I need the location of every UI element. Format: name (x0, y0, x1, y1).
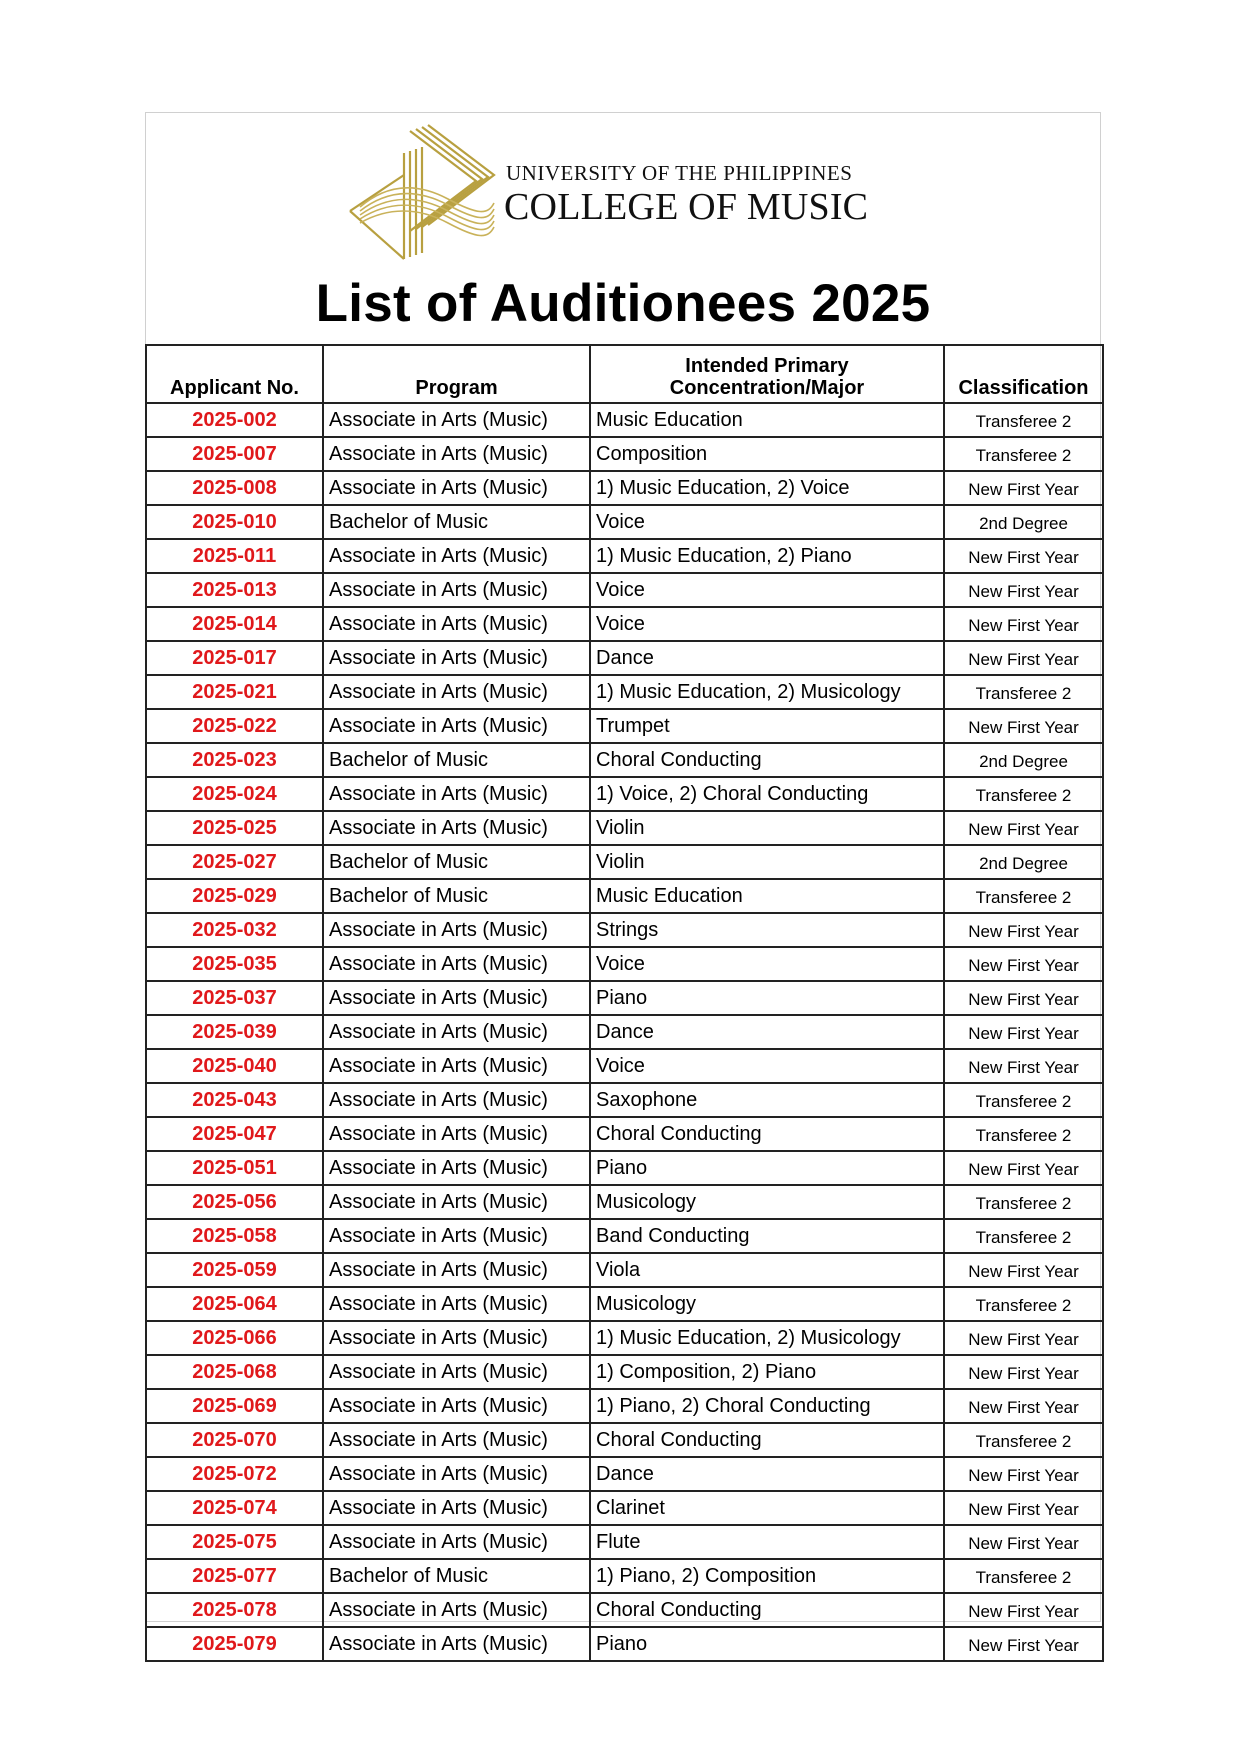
program-cell: Associate in Arts (Music) (323, 1593, 590, 1627)
concentration-cell: Strings (590, 913, 944, 947)
program-cell: Associate in Arts (Music) (323, 709, 590, 743)
program-cell: Bachelor of Music (323, 505, 590, 539)
table-row (146, 403, 1103, 437)
table-row (146, 471, 1103, 505)
program-cell: Associate in Arts (Music) (323, 1525, 590, 1559)
table-row (146, 675, 1103, 709)
classification-cell: New First Year (944, 1253, 1103, 1287)
applicant-no-cell: 2025-079 (146, 1627, 323, 1661)
concentration-cell: Voice (590, 505, 944, 539)
concentration-cell: Violin (590, 845, 944, 879)
concentration-cell: 1) Piano, 2) Composition (590, 1559, 944, 1593)
table-row (146, 1593, 1103, 1627)
program-cell: Associate in Arts (Music) (323, 1015, 590, 1049)
table-row (146, 1559, 1103, 1593)
concentration-cell: Dance (590, 641, 944, 675)
program-cell: Associate in Arts (Music) (323, 1423, 590, 1457)
applicant-no-cell: 2025-037 (146, 981, 323, 1015)
concentration-cell: 1) Music Education, 2) Musicology (590, 675, 944, 709)
table-row (146, 573, 1103, 607)
applicant-no-cell: 2025-007 (146, 437, 323, 471)
classification-cell: 2nd Degree (944, 505, 1103, 539)
table-row (146, 947, 1103, 981)
program-cell: Associate in Arts (Music) (323, 1151, 590, 1185)
concentration-cell: 1) Piano, 2) Choral Conducting (590, 1389, 944, 1423)
program-cell: Associate in Arts (Music) (323, 1389, 590, 1423)
applicant-no-cell: 2025-072 (146, 1457, 323, 1491)
classification-cell: Transferee 2 (944, 879, 1103, 913)
concentration-cell: 1) Music Education, 2) Musicology (590, 1321, 944, 1355)
table-row (146, 1151, 1103, 1185)
classification-cell: Transferee 2 (944, 1559, 1103, 1593)
concentration-cell: Clarinet (590, 1491, 944, 1525)
applicant-no-cell: 2025-043 (146, 1083, 323, 1117)
concentration-cell: Musicology (590, 1287, 944, 1321)
program-cell: Associate in Arts (Music) (323, 947, 590, 981)
program-cell: Associate in Arts (Music) (323, 1117, 590, 1151)
table-row (146, 981, 1103, 1015)
college-name: COLLEGE OF MUSIC (504, 186, 869, 228)
applicant-no-cell: 2025-022 (146, 709, 323, 743)
classification-cell: New First Year (944, 1151, 1103, 1185)
classification-cell: Transferee 2 (944, 1185, 1103, 1219)
classification-cell: Transferee 2 (944, 777, 1103, 811)
applicant-no-cell: 2025-074 (146, 1491, 323, 1525)
applicant-no-cell: 2025-023 (146, 743, 323, 777)
table-row (146, 1117, 1103, 1151)
classification-cell: 2nd Degree (944, 743, 1103, 777)
classification-cell: New First Year (944, 1015, 1103, 1049)
column-header-applicant-no: Applicant No. (146, 345, 323, 403)
classification-cell: New First Year (944, 539, 1103, 573)
program-cell: Associate in Arts (Music) (323, 913, 590, 947)
applicant-no-cell: 2025-027 (146, 845, 323, 879)
concentration-cell: Viola (590, 1253, 944, 1287)
classification-cell: New First Year (944, 1627, 1103, 1661)
concentration-cell: Composition (590, 437, 944, 471)
classification-cell: New First Year (944, 981, 1103, 1015)
document-sheet (145, 112, 1101, 1655)
column-header-concentration (590, 345, 944, 403)
classification-cell: Transferee 2 (944, 675, 1103, 709)
program-cell: Associate in Arts (Music) (323, 811, 590, 845)
classification-cell: New First Year (944, 1457, 1103, 1491)
program-cell: Associate in Arts (Music) (323, 981, 590, 1015)
table-row (146, 539, 1103, 573)
program-cell: Associate in Arts (Music) (323, 1321, 590, 1355)
concentration-cell: Choral Conducting (590, 1423, 944, 1457)
classification-cell: New First Year (944, 607, 1103, 641)
concentration-cell: Flute (590, 1525, 944, 1559)
table-row (146, 1015, 1103, 1049)
applicant-no-cell: 2025-075 (146, 1525, 323, 1559)
table-row (146, 1287, 1103, 1321)
concentration-cell: Choral Conducting (590, 1593, 944, 1627)
program-cell: Associate in Arts (Music) (323, 777, 590, 811)
program-cell: Associate in Arts (Music) (323, 1049, 590, 1083)
applicant-no-cell: 2025-056 (146, 1185, 323, 1219)
applicant-no-cell: 2025-066 (146, 1321, 323, 1355)
classification-cell: New First Year (944, 1355, 1103, 1389)
classification-cell: Transferee 2 (944, 1287, 1103, 1321)
applicant-no-cell: 2025-024 (146, 777, 323, 811)
applicant-no-cell: 2025-039 (146, 1015, 323, 1049)
applicant-no-cell: 2025-010 (146, 505, 323, 539)
table-header-row (146, 345, 1103, 403)
concentration-cell: Trumpet (590, 709, 944, 743)
applicant-no-cell: 2025-059 (146, 1253, 323, 1287)
concentration-cell: 1) Voice, 2) Choral Conducting (590, 777, 944, 811)
table-row (146, 1185, 1103, 1219)
applicant-no-cell: 2025-064 (146, 1287, 323, 1321)
applicant-no-cell: 2025-068 (146, 1355, 323, 1389)
concentration-cell: 1) Composition, 2) Piano (590, 1355, 944, 1389)
program-cell: Associate in Arts (Music) (323, 1185, 590, 1219)
program-cell: Associate in Arts (Music) (323, 1219, 590, 1253)
applicant-no-cell: 2025-058 (146, 1219, 323, 1253)
classification-cell: New First Year (944, 1593, 1103, 1627)
classification-cell: New First Year (944, 471, 1103, 505)
applicant-no-cell: 2025-077 (146, 1559, 323, 1593)
table-row (146, 641, 1103, 675)
wave-lines-logo-icon (348, 123, 500, 261)
program-cell: Associate in Arts (Music) (323, 641, 590, 675)
table-row (146, 1423, 1103, 1457)
program-cell: Associate in Arts (Music) (323, 437, 590, 471)
program-cell: Associate in Arts (Music) (323, 1491, 590, 1525)
program-cell: Associate in Arts (Music) (323, 1253, 590, 1287)
concentration-cell: Violin (590, 811, 944, 845)
table-row (146, 879, 1103, 913)
classification-cell: New First Year (944, 1321, 1103, 1355)
table-row (146, 777, 1103, 811)
table-row (146, 505, 1103, 539)
classification-cell: New First Year (944, 811, 1103, 845)
table-row (146, 1049, 1103, 1083)
applicant-no-cell: 2025-078 (146, 1593, 323, 1627)
concentration-cell: Voice (590, 607, 944, 641)
applicant-no-cell: 2025-008 (146, 471, 323, 505)
classification-cell: Transferee 2 (944, 1423, 1103, 1457)
classification-cell: Transferee 2 (944, 437, 1103, 471)
applicant-no-cell: 2025-051 (146, 1151, 323, 1185)
program-cell: Associate in Arts (Music) (323, 1083, 590, 1117)
classification-cell: 2nd Degree (944, 845, 1103, 879)
applicant-no-cell: 2025-047 (146, 1117, 323, 1151)
concentration-cell: Choral Conducting (590, 1117, 944, 1151)
concentration-cell: Piano (590, 1627, 944, 1661)
concentration-cell: Musicology (590, 1185, 944, 1219)
program-cell: Associate in Arts (Music) (323, 1627, 590, 1661)
table-row (146, 437, 1103, 471)
table-row (146, 913, 1103, 947)
concentration-cell: Piano (590, 981, 944, 1015)
classification-cell: New First Year (944, 947, 1103, 981)
concentration-cell: 1) Music Education, 2) Piano (590, 539, 944, 573)
applicant-no-cell: 2025-025 (146, 811, 323, 845)
classification-cell: New First Year (944, 709, 1103, 743)
classification-cell: New First Year (944, 641, 1103, 675)
classification-cell: Transferee 2 (944, 1117, 1103, 1151)
document-header (146, 113, 1100, 345)
program-cell: Associate in Arts (Music) (323, 1355, 590, 1389)
applicant-no-cell: 2025-017 (146, 641, 323, 675)
concentration-cell: Dance (590, 1015, 944, 1049)
program-cell: Associate in Arts (Music) (323, 675, 590, 709)
program-cell: Bachelor of Music (323, 1559, 590, 1593)
applicant-no-cell: 2025-002 (146, 403, 323, 437)
classification-cell: Transferee 2 (944, 1083, 1103, 1117)
concentration-cell: 1) Music Education, 2) Voice (590, 471, 944, 505)
program-cell: Associate in Arts (Music) (323, 1457, 590, 1491)
classification-cell: New First Year (944, 913, 1103, 947)
program-cell: Bachelor of Music (323, 879, 590, 913)
program-cell: Associate in Arts (Music) (323, 471, 590, 505)
applicant-no-cell: 2025-011 (146, 539, 323, 573)
concentration-cell: Band Conducting (590, 1219, 944, 1253)
classification-cell: New First Year (944, 573, 1103, 607)
concentration-cell: Piano (590, 1151, 944, 1185)
applicant-no-cell: 2025-014 (146, 607, 323, 641)
table-row (146, 845, 1103, 879)
table-row (146, 1355, 1103, 1389)
classification-cell: New First Year (944, 1389, 1103, 1423)
table-row (146, 1253, 1103, 1287)
concentration-cell: Voice (590, 573, 944, 607)
classification-cell: New First Year (944, 1491, 1103, 1525)
concentration-cell: Saxophone (590, 1083, 944, 1117)
program-cell: Associate in Arts (Music) (323, 539, 590, 573)
program-cell: Bachelor of Music (323, 845, 590, 879)
classification-cell: Transferee 2 (944, 1219, 1103, 1253)
concentration-cell: Voice (590, 947, 944, 981)
program-cell: Bachelor of Music (323, 743, 590, 777)
column-header-program: Program (323, 345, 590, 403)
applicant-no-cell: 2025-069 (146, 1389, 323, 1423)
column-header-concentration-line2: Concentration/Major (669, 377, 865, 399)
column-header-concentration-line1: Intended Primary (685, 355, 849, 377)
table-row (146, 1627, 1103, 1661)
table-row (146, 811, 1103, 845)
concentration-cell: Music Education (590, 879, 944, 913)
program-cell: Associate in Arts (Music) (323, 573, 590, 607)
classification-cell: New First Year (944, 1525, 1103, 1559)
table-row (146, 1457, 1103, 1491)
classification-cell: Transferee 2 (944, 403, 1103, 437)
applicant-no-cell: 2025-021 (146, 675, 323, 709)
table-row (146, 1083, 1103, 1117)
auditionees-table (145, 344, 1104, 1662)
table-row (146, 607, 1103, 641)
program-cell: Associate in Arts (Music) (323, 1287, 590, 1321)
concentration-cell: Dance (590, 1457, 944, 1491)
applicant-no-cell: 2025-032 (146, 913, 323, 947)
concentration-cell: Choral Conducting (590, 743, 944, 777)
program-cell: Associate in Arts (Music) (323, 403, 590, 437)
applicant-no-cell: 2025-035 (146, 947, 323, 981)
table-row (146, 743, 1103, 777)
university-name: UNIVERSITY OF THE PHILIPPINES (506, 161, 853, 185)
table-row (146, 1389, 1103, 1423)
column-header-classification: Classification (944, 345, 1103, 403)
applicant-no-cell: 2025-070 (146, 1423, 323, 1457)
applicant-no-cell: 2025-013 (146, 573, 323, 607)
table-row (146, 1219, 1103, 1253)
page-title: List of Auditionees 2025 (315, 274, 931, 333)
table-row (146, 709, 1103, 743)
applicant-no-cell: 2025-029 (146, 879, 323, 913)
table-row (146, 1525, 1103, 1559)
table-row (146, 1321, 1103, 1355)
applicant-no-cell: 2025-040 (146, 1049, 323, 1083)
concentration-cell: Music Education (590, 403, 944, 437)
table-row (146, 1491, 1103, 1525)
classification-cell: New First Year (944, 1049, 1103, 1083)
program-cell: Associate in Arts (Music) (323, 607, 590, 641)
concentration-cell: Voice (590, 1049, 944, 1083)
